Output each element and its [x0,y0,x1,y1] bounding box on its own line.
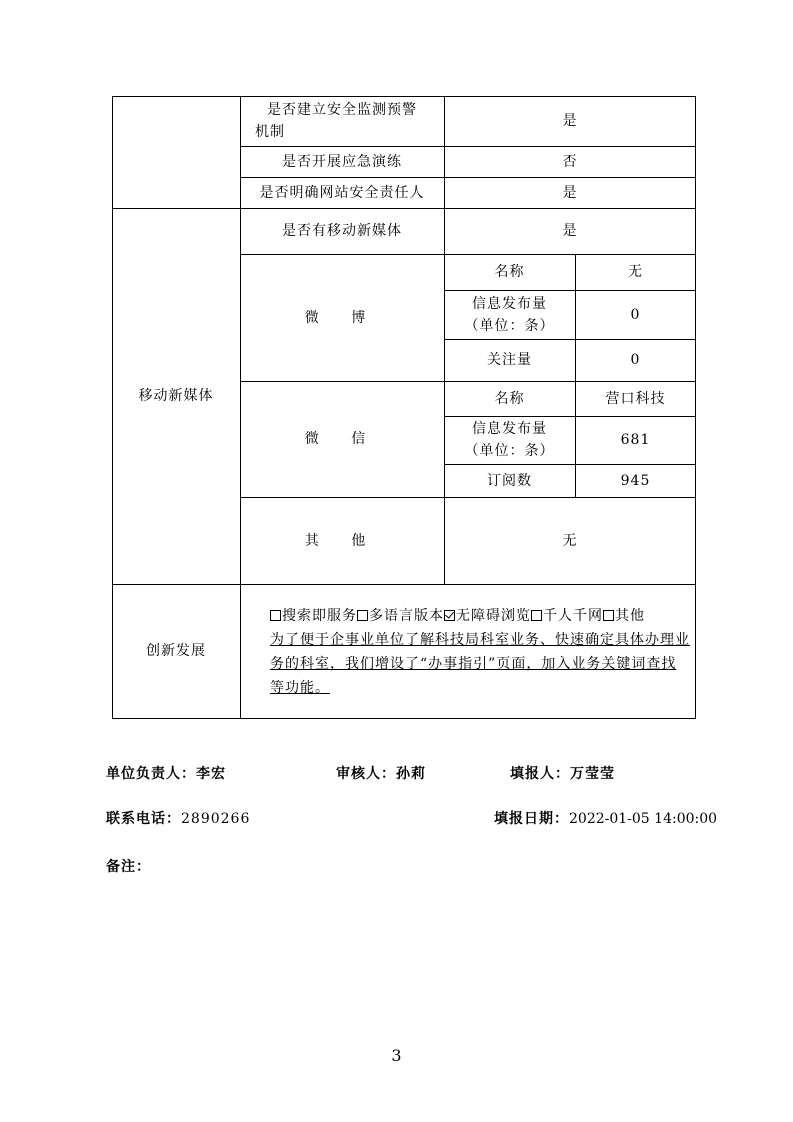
reviewer-value: 孙莉 [396,766,426,782]
drill-value: 否 [562,153,578,170]
fill-date [494,808,717,828]
filler-label: 填报人： [510,766,570,782]
wechat-subs-value: 945 [620,472,651,489]
innovation-description: 为了便于企事业单位了解科技局科室业务、快速确定具体办理业务的科室，我们增设了“办事指引”页面，加入业务关键词查找等功能。 [270,632,690,696]
wechat-label: 微 信 [304,431,380,447]
option-personalized[interactable]: 千人千网 [531,608,603,624]
option-other[interactable]: 其他 [603,608,645,624]
weibo-posts-label-line2: （单位：条） [464,317,555,334]
has-mobile-value: 是 [562,223,578,239]
contact-phone [106,808,250,828]
other-label: 其 他 [304,532,380,549]
innovation-label: 创新发展 [146,643,206,659]
filler [510,763,615,783]
wechat-subs-label: 订阅数 [487,472,532,489]
date-label: 填报日期： [494,811,569,827]
weibo-follow-value: 0 [630,352,641,368]
owner-label: 是否明确网站安全责任人 [259,184,425,201]
reviewer-label: 审核人： [336,766,396,782]
date-value: 2022-01-05 14:00:00 [569,811,718,827]
responsible-person [106,763,226,783]
wechat-posts-label [444,416,575,464]
wechat-posts-label-line2: （单位：条） [464,443,555,459]
mobile-section-label: 移动新媒体 [138,388,214,404]
weibo-posts-value: 0 [630,306,641,323]
other-value: 无 [562,532,578,549]
wechat-name-value: 营口科技 [605,390,666,407]
weibo-name-label: 名称 [494,264,525,280]
phone-value: 2890266 [181,811,251,827]
option-multilingual[interactable]: 多语言版本 [357,608,444,624]
owner-value: 是 [562,184,578,201]
note [106,856,151,876]
option-accessibility[interactable]: 无障碍浏览 [444,608,531,624]
reviewer [336,763,426,783]
monitoring-value: 是 [562,113,578,129]
option-search-as-service[interactable]: 搜索即服务 [270,608,357,624]
checkbox-personalized[interactable] [531,610,542,621]
wechat-posts-label-line1: 信息发布量 [472,421,547,437]
phone-label: 联系电话： [106,811,181,827]
weibo-label: 微 博 [304,309,380,326]
responsible-value: 李宏 [196,766,226,782]
innovation-content [270,604,690,700]
filler-value: 万莹莹 [570,766,615,782]
weibo-posts-label [444,290,575,339]
wechat-name-label: 名称 [494,390,525,407]
weibo-name-value: 无 [628,264,643,280]
wechat-posts-value: 681 [620,432,651,448]
innovation-options [270,608,645,624]
responsible-label: 单位负责人： [106,766,196,782]
checkbox-search-as-service[interactable] [270,610,281,621]
checkbox-accessibility[interactable] [444,610,455,621]
checkbox-multilingual[interactable] [357,610,368,621]
has-mobile-label: 是否有移动新媒体 [282,223,402,239]
note-label: 备注： [106,859,151,875]
checkbox-other[interactable] [603,610,614,621]
page-number: 3 [391,1046,402,1065]
monitoring-label: 是否建立安全监测预警机制 [255,102,417,140]
weibo-follow-label: 关注量 [487,352,532,368]
weibo-posts-label-line1: 信息发布量 [472,295,547,312]
drill-label: 是否开展应急演练 [282,153,402,170]
